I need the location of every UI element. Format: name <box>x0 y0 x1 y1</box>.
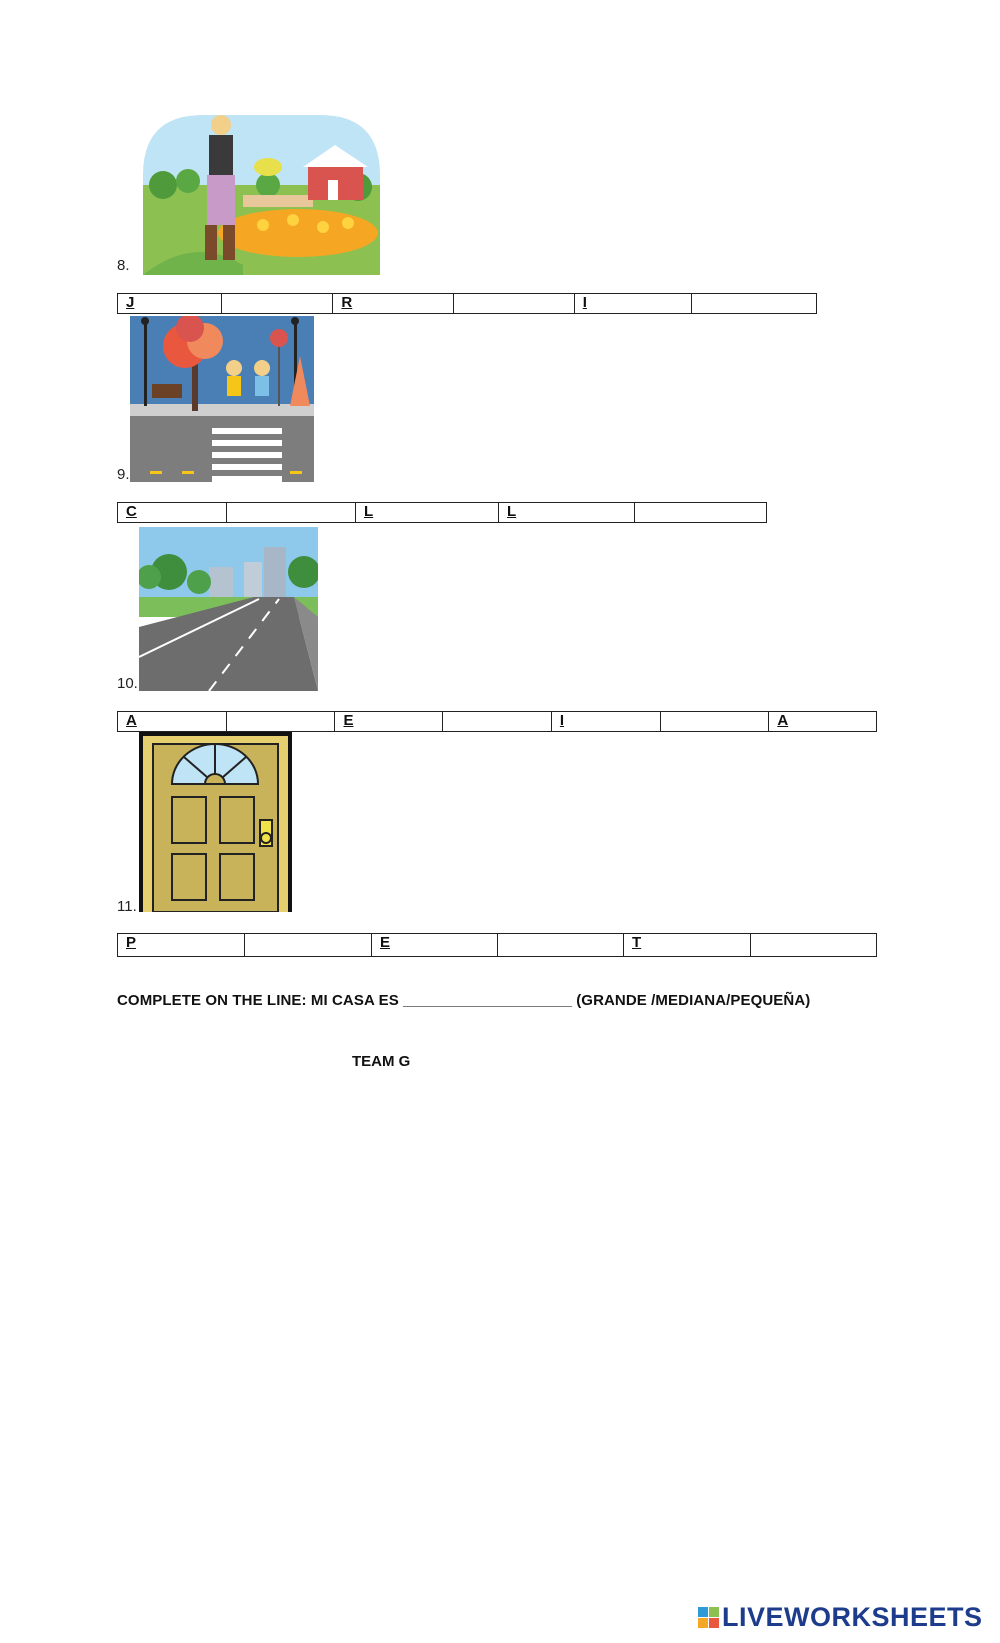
letter-input[interactable] <box>227 712 336 731</box>
letter-input[interactable] <box>245 934 372 956</box>
letter-row-11 <box>117 933 877 957</box>
crosswalk-picture <box>130 316 314 482</box>
letter-row-9 <box>117 502 767 523</box>
letter-input[interactable] <box>692 294 816 313</box>
letter-row-8 <box>117 293 817 314</box>
letter-cell: P <box>118 934 245 956</box>
letter-input[interactable] <box>498 934 624 956</box>
team-label: TEAM G <box>352 1053 411 1070</box>
letter-cell: I <box>575 294 693 313</box>
letter-input[interactable] <box>751 934 875 956</box>
letter-input[interactable] <box>454 294 575 313</box>
letter-cell: E <box>335 712 443 731</box>
brand-name: LIVEWORKSHEETS <box>722 1602 983 1632</box>
letter-cell: J <box>118 294 222 313</box>
letter-input[interactable] <box>222 294 334 313</box>
door-picture <box>139 732 292 912</box>
brand-logo <box>698 1602 983 1633</box>
item-number: 10. <box>117 675 138 692</box>
item-number: 11. <box>117 898 137 915</box>
letter-input[interactable] <box>443 712 552 731</box>
letter-row-10 <box>117 711 877 732</box>
letter-cell: T <box>624 934 751 956</box>
letter-cell: E <box>372 934 498 956</box>
item-number: 9. <box>117 466 130 483</box>
letter-cell: A <box>777 712 789 729</box>
letter-cell: L <box>356 503 499 522</box>
brand-mark-icon <box>698 1607 719 1628</box>
item-number: 8. <box>117 257 130 274</box>
instruction-text: COMPLETE ON THE LINE: MI CASA ES ____________________ (GRANDE /MEDIANA/PEQUEÑA) <box>117 992 811 1009</box>
letter-input[interactable] <box>635 503 765 522</box>
letter-cell: I <box>552 712 661 731</box>
avenue-picture <box>139 527 318 691</box>
letter-input[interactable] <box>227 503 356 522</box>
letter-input[interactable] <box>661 712 770 731</box>
letter-cell: R <box>333 294 454 313</box>
letter-cell: C <box>118 503 227 522</box>
letter-cell: L <box>499 503 635 522</box>
letter-cell: A <box>118 712 227 731</box>
gardener-picture <box>143 115 380 275</box>
